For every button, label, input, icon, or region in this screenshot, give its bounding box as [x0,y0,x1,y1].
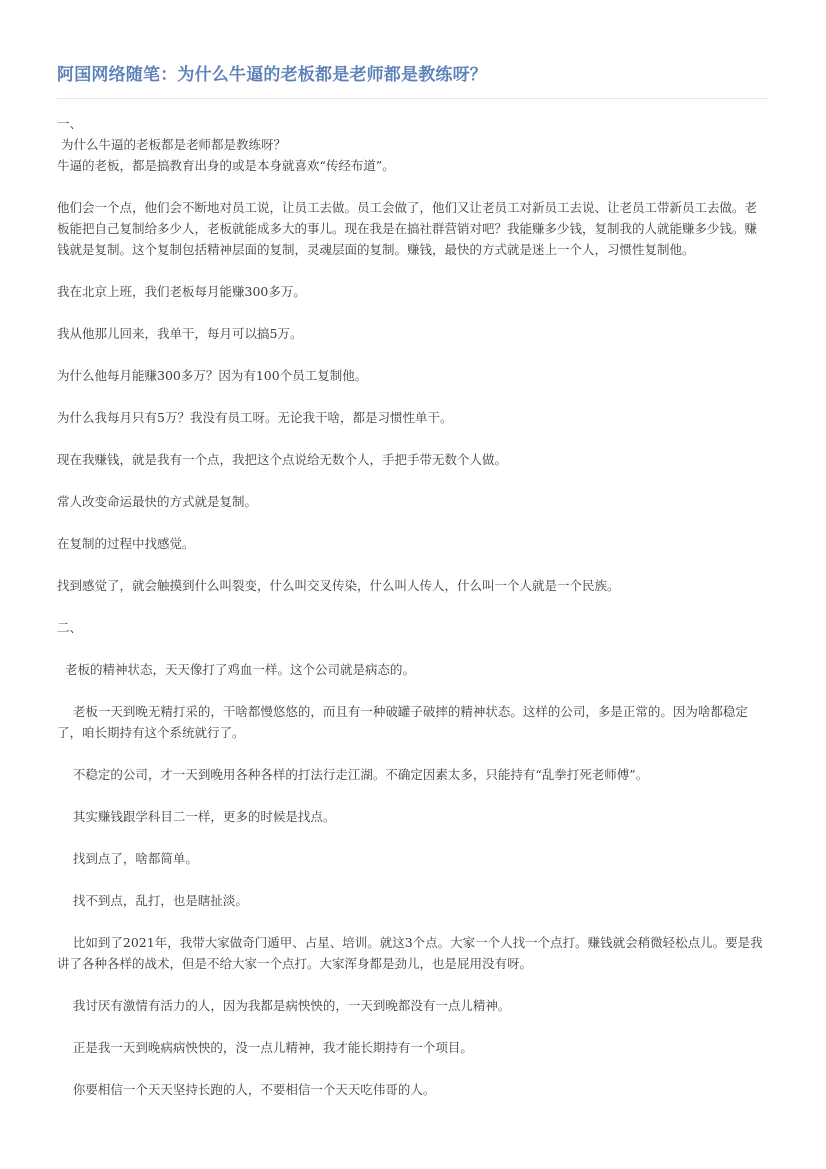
article-paragraph: 老板一天到晚无精打采的，干啥都慢悠悠的，而且有一种破罐子破摔的精神状态。这样的公司，多是正常的。因为啥都稳定了，咱长期持有这个系统就行了。 [57,704,748,740]
article-paragraph: 找到感觉了，就会触摸到什么叫裂变，什么叫交叉传染，什么叫人传人，什么叫一个人就是一个民族。 [57,578,620,593]
article-title: 阿国网络随笔：为什么牛逼的老板都是老师都是教练呀？ [57,62,769,99]
article-paragraph: 常人改变命运最快的方式就是复制。 [57,494,258,509]
article-paragraph: 二、 [57,620,83,635]
article-paragraph: 现在我赚钱，就是我有一个点，我把这个点说给无数个人，手把手带无数个人做。 [57,452,508,467]
article-page [57,62,769,1100]
article-paragraph: 你要相信一个天天坚持长跑的人，不要相信一个天天吃伟哥的人。 [57,1082,436,1097]
article-paragraph: 他们会一个点，他们会不断地对员工说，让员工去做。员工会做了，他们又让老员工对新员工去说、让老员工带新员工去做。老板能把自己复制给多少人，老板就能成多大的事儿。现在我是在搞社群营销对吧？我能赚多少钱，复制我的人就能赚多少钱。赚钱就是复制。这个复制包括精神层面的复制，灵魂层面的复制。赚钱，最快的方式就是迷上一个人，习惯性复制他。 [57,200,758,257]
article-paragraph: 为什么牛逼的老板都是老师都是教练呀？ [57,137,286,152]
article-paragraph: 其实赚钱跟学科目二一样，更多的时候是找点。 [57,809,336,824]
article-paragraph: 为什么他每月能赚300多万？因为有100个员工复制他。 [57,368,368,383]
article-paragraph: 我从他那儿回来，我单干，每月可以搞5万。 [57,326,303,341]
article-paragraph: 我在北京上班，我们老板每月能赚300多万。 [57,284,306,299]
article-paragraph: 老板的精神状态，天天像打了鸡血一样。这个公司就是病态的。 [57,662,415,677]
article-paragraph: 比如到了2021年，我带大家做奇门遁甲、占星、培训。就这3个点。大家一个人找一个点打。赚钱就会稍微轻松点儿。要是我讲了各种各样的战术，但是不给大家一个点打。大家浑身都是劲儿，也是屁用没有呀。 [57,935,763,971]
article-paragraph: 牛逼的老板，都是搞教育出身的或是本身就喜欢“传经布道”。 [57,158,395,173]
article-paragraph: 在复制的过程中找感觉。 [57,536,195,551]
article-paragraph: 我讨厌有激情有活力的人，因为我都是病怏怏的，一天到晚都没有一点儿精神。 [57,998,511,1013]
article-paragraph: 一、 [57,116,83,131]
article-paragraph: 找不到点，乱打，也是瞎扯淡。 [57,893,248,908]
article-paragraph: 为什么我每月只有5万？我没有员工呀。无论我干啥，都是习惯性单干。 [57,410,453,425]
article-body [57,113,769,1100]
article-paragraph: 正是我一天到晚病病怏怏的，没一点儿精神，我才能长期持有一个项目。 [57,1040,473,1055]
article-paragraph: 找到点了，啥都简单。 [57,851,198,866]
article-paragraph: 不稳定的公司，才一天到晚用各种各样的打法行走江湖。不确定因素太多，只能持有“乱拳打死老师傅”。 [57,767,649,782]
